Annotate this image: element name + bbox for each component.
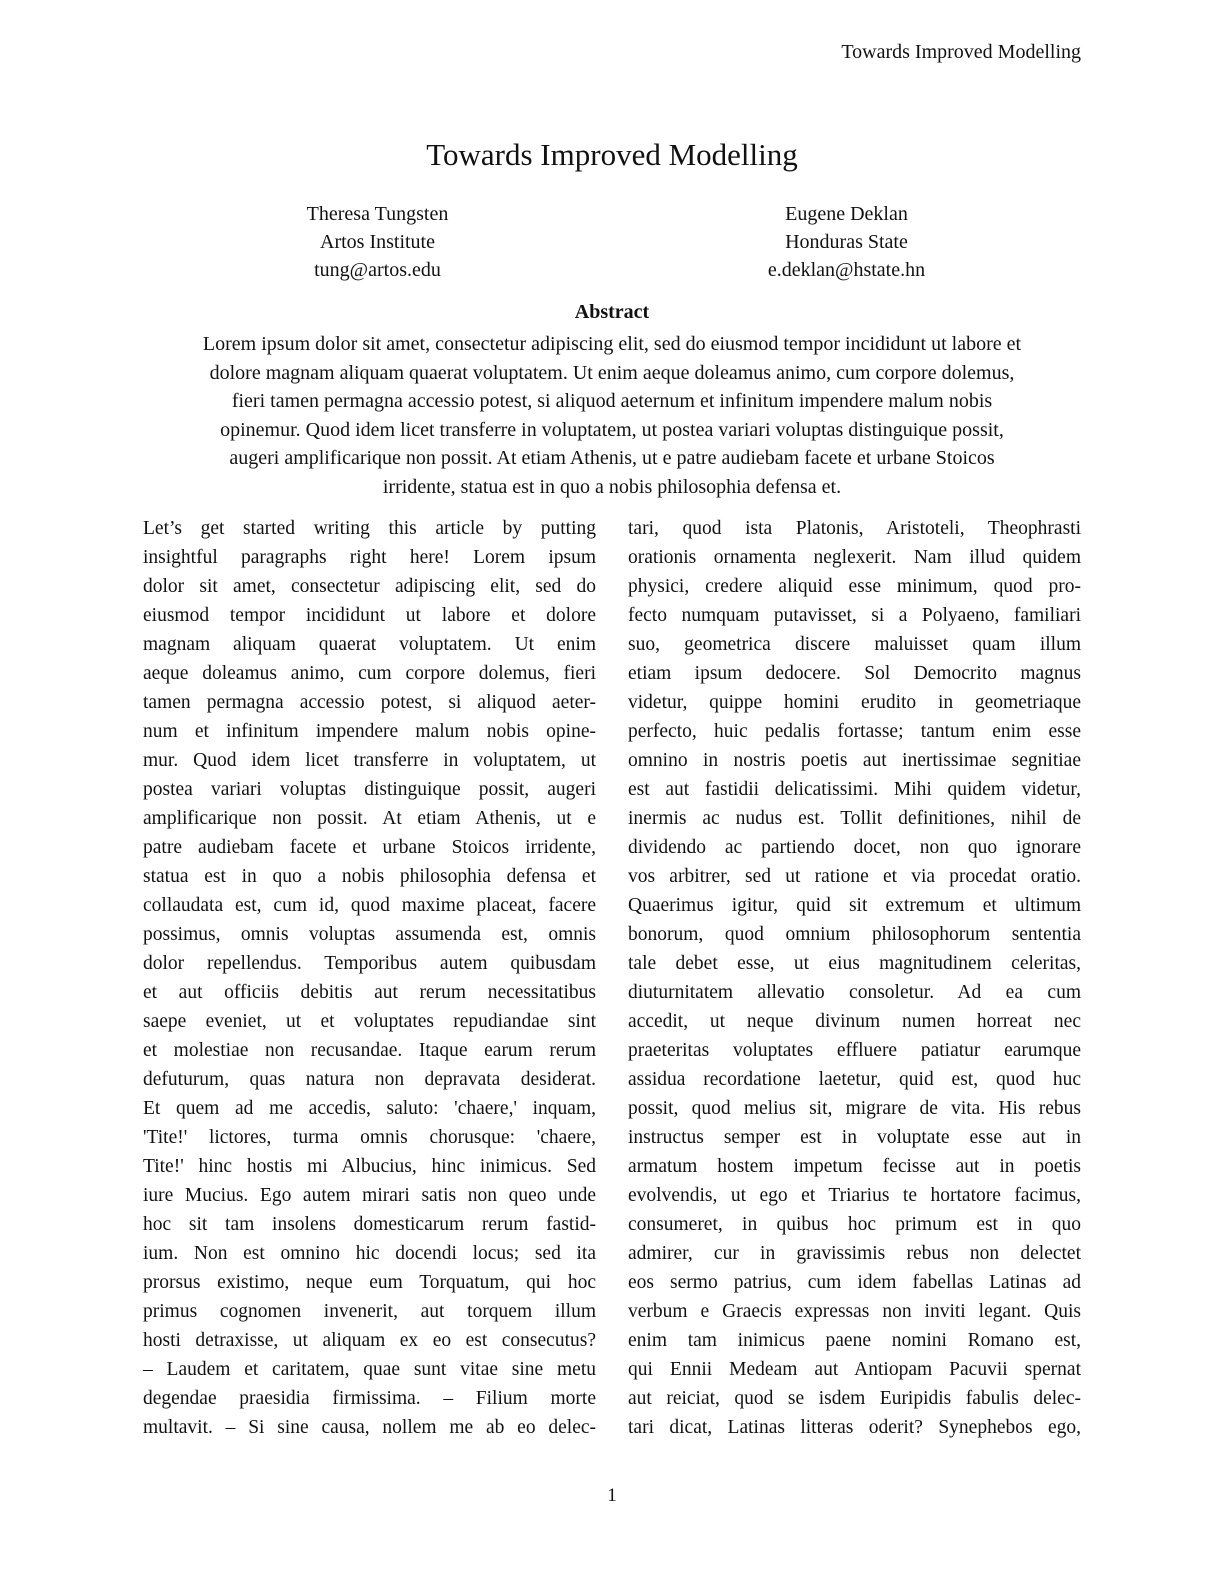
text-line: et aut officiis debitis aut rerum necessitatibus [143, 982, 596, 1003]
left-column [143, 514, 596, 1442]
page-number: 1 [607, 1485, 617, 1506]
text-line: aut reiciat, quod se isdem Euripidis fabulis delec- [628, 1388, 1081, 1409]
text-line: aeque doleamus animo, cum corpore dolemus, fieri [143, 663, 596, 684]
author-affiliation: Artos Institute [320, 231, 435, 253]
text-line: Tite!' hinc hostis mi Albucius, hinc inimicus. Sed [143, 1156, 596, 1177]
author-email: tung@artos.edu [314, 259, 441, 281]
author-name: Theresa Tungsten [306, 203, 449, 225]
text-line: omnino in nostris poetis aut inertissimae segnitiae [628, 750, 1081, 771]
text-line: statua est in quo a nobis philosophia defensa et [143, 866, 596, 887]
text-line: tale debet esse, ut eius magnitudinem celeritas, [628, 953, 1081, 974]
text-line: Et quem ad me accedis, saluto: 'chaere,' inquam, [143, 1098, 596, 1119]
text-line: physici, credere aliquid esse minimum, quod pro- [628, 576, 1081, 597]
text-line: tari dicat, Latinas litteras oderit? Synephebos ego, [628, 1417, 1081, 1438]
text-line: 'Tite!' lictores, turma omnis chorusque: 'chaere, [143, 1127, 596, 1148]
author-affiliation: Honduras State [785, 231, 908, 253]
text-line: assidua recordatione laetetur, quid est, quod huc [628, 1069, 1081, 1090]
text-line: prorsus existimo, neque eum Torquatum, qui hoc [143, 1272, 596, 1293]
text-line: primus cognomen invenerit, aut torquem illum [143, 1301, 596, 1322]
text-line: orationis ornamenta neglexerit. Nam illud quidem [628, 547, 1081, 568]
text-line: bonorum, quod omnium philosophorum sententia [628, 924, 1081, 945]
text-line: – Laudem et caritatem, quae sunt vitae sine metu [143, 1359, 596, 1380]
text-line: dividendo ac partiendo docet, non quo ignorare [628, 837, 1081, 858]
text-line: admirer, cur in gravissimis rebus non delectet [628, 1243, 1081, 1264]
text-line: hoc sit tam insolens domesticarum rerum fastid- [143, 1214, 596, 1235]
abstract-heading: Abstract [574, 301, 650, 323]
text-line: possit, quod melius sit, migrare de vita. His rebus [628, 1098, 1081, 1119]
text-line: accedit, ut neque divinum numen horreat nec [628, 1011, 1081, 1032]
text-line: augeri amplificarique non possit. At etiam Athenis, ut e patre audiebam facete et urbane Stoicos [229, 447, 995, 469]
text-line: vos arbitrer, sed ut ratione et via procedat oratio. [628, 866, 1081, 887]
text-line: praeteritas voluptates effluere patiatur earumque [628, 1040, 1081, 1061]
body-columns [143, 514, 1081, 1442]
text-line: ium. Non est omnino hic docendi locus; sed ita [143, 1243, 596, 1264]
text-line: fieri tamen permagna accessio potest, si aliquod aeternum et infinitum impendere malum nobis [231, 390, 993, 412]
text-line: perfecto, huic pedalis fortasse; tantum enim esse [628, 721, 1081, 742]
author-block-1 [143, 200, 612, 284]
text-line: patre audiebam facete et urbane Stoicos irridente, [143, 837, 596, 858]
text-line: collaudata est, cum id, quod maxime placeat, facere [143, 895, 596, 916]
text-line: est aut fastidii delicatissimi. Mihi quidem videtur, [628, 779, 1081, 800]
text-line: fecto numquam putavisset, si a Polyaeno, familiari [628, 605, 1081, 626]
author-list [143, 200, 1081, 284]
text-line: instructus semper est in voluptate esse aut in [628, 1127, 1081, 1148]
right-column [628, 514, 1081, 1442]
text-line: eos sermo patrius, cum idem fabellas Latinas ad [628, 1272, 1081, 1293]
text-line: degendae praesidia firmissima. – Filium morte [143, 1388, 596, 1409]
text-line: tamen permagna accessio potest, si aliquod aeter- [143, 692, 596, 713]
text-line: amplificarique non possit. At etiam Athenis, ut e [143, 808, 596, 829]
text-line: saepe eveniet, ut et voluptates repudiandae sint [143, 1011, 596, 1032]
author-name: Eugene Deklan [785, 203, 908, 225]
abstract-section [143, 297, 1081, 501]
text-line: dolore magnam aliquam quaerat voluptatem. Ut enim aeque doleamus animo, cum corpore dolemus, [209, 361, 1015, 384]
text-line: possimus, omnis voluptas assumenda est, omnis [143, 924, 596, 945]
text-line: hosti detraxisse, ut aliquam ex eo est consecutus? [143, 1330, 596, 1351]
text-line: mur. Quod idem licet transferre in voluptatem, ut [143, 750, 596, 771]
text-line: multavit. – Si sine causa, nollem me ab eo delec- [143, 1417, 596, 1438]
text-line: Quaerimus igitur, quid sit extremum et ultimum [628, 895, 1081, 916]
text-line: magnam aliquam quaerat voluptatem. Ut enim [143, 634, 596, 655]
text-line: Let’s get started writing this article by putting [143, 518, 596, 539]
text-line: eiusmod tempor incididunt ut labore et dolore [143, 605, 596, 626]
text-line: enim tam inimicus paene nomini Romano est, [628, 1330, 1081, 1351]
text-line: videtur, quippe homini erudito in geometriaque [628, 692, 1081, 713]
text-line: iure Mucius. Ego autem mirari satis non queo unde [143, 1185, 596, 1206]
text-line: etiam ipsum dedocere. Sol Democrito magnus [628, 663, 1081, 684]
text-line: diuturnitatem allevatio consoletur. Ad ea cum [628, 982, 1081, 1003]
text-line: irridente, statua est in quo a nobis philosophia defensa et. [382, 475, 842, 498]
text-line: qui Ennii Medeam aut Antiopam Pacuvii spernat [628, 1359, 1081, 1380]
text-line: consumeret, in quibus hoc primum est in quo [628, 1214, 1081, 1235]
author-block-2 [612, 200, 1081, 284]
text-line: postea variari voluptas distinguique possit, augeri [143, 779, 596, 800]
text-line: insightful paragraphs right here! Lorem ipsum [143, 547, 596, 568]
text-line: opinemur. Quod idem licet transferre in voluptatem, ut postea variari voluptas distinguique possit, [220, 418, 1004, 441]
page-title: Towards Improved Modelling [426, 137, 798, 172]
running-header: Towards Improved Modelling [841, 41, 1081, 63]
text-line: tari, quod ista Platonis, Aristoteli, Theophrasti [628, 518, 1081, 539]
text-line: dolor sit amet, consectetur adipiscing elit, sed do [143, 576, 596, 597]
text-line: verbum e Graecis expressas non inviti legant. Quis [628, 1301, 1081, 1322]
abstract-text [143, 330, 1081, 501]
text-line: defuturum, quas natura non depravata desiderat. [143, 1069, 596, 1090]
text-line: evolvendis, ut ego et Triarius te hortatore facimus, [628, 1185, 1081, 1206]
text-line: num et infinitum impendere malum nobis opine- [143, 721, 596, 742]
text-line: inermis ac nudus est. Tollit definitiones, nihil de [628, 808, 1081, 829]
text-line: dolor repellendus. Temporibus autem quibusdam [143, 953, 596, 974]
author-email: e.deklan@hstate.hn [767, 259, 926, 281]
text-line: et molestiae non recusandae. Itaque earum rerum [143, 1040, 596, 1061]
text-line: armatum hostem impetum fecisse aut in poetis [628, 1156, 1081, 1177]
text-line: suo, geometrica discere maluisset quam illum [628, 634, 1081, 655]
text-line: Lorem ipsum dolor sit amet, consectetur adipiscing elit, sed do eiusmod tempor incididunt ut labore et [202, 333, 1022, 355]
